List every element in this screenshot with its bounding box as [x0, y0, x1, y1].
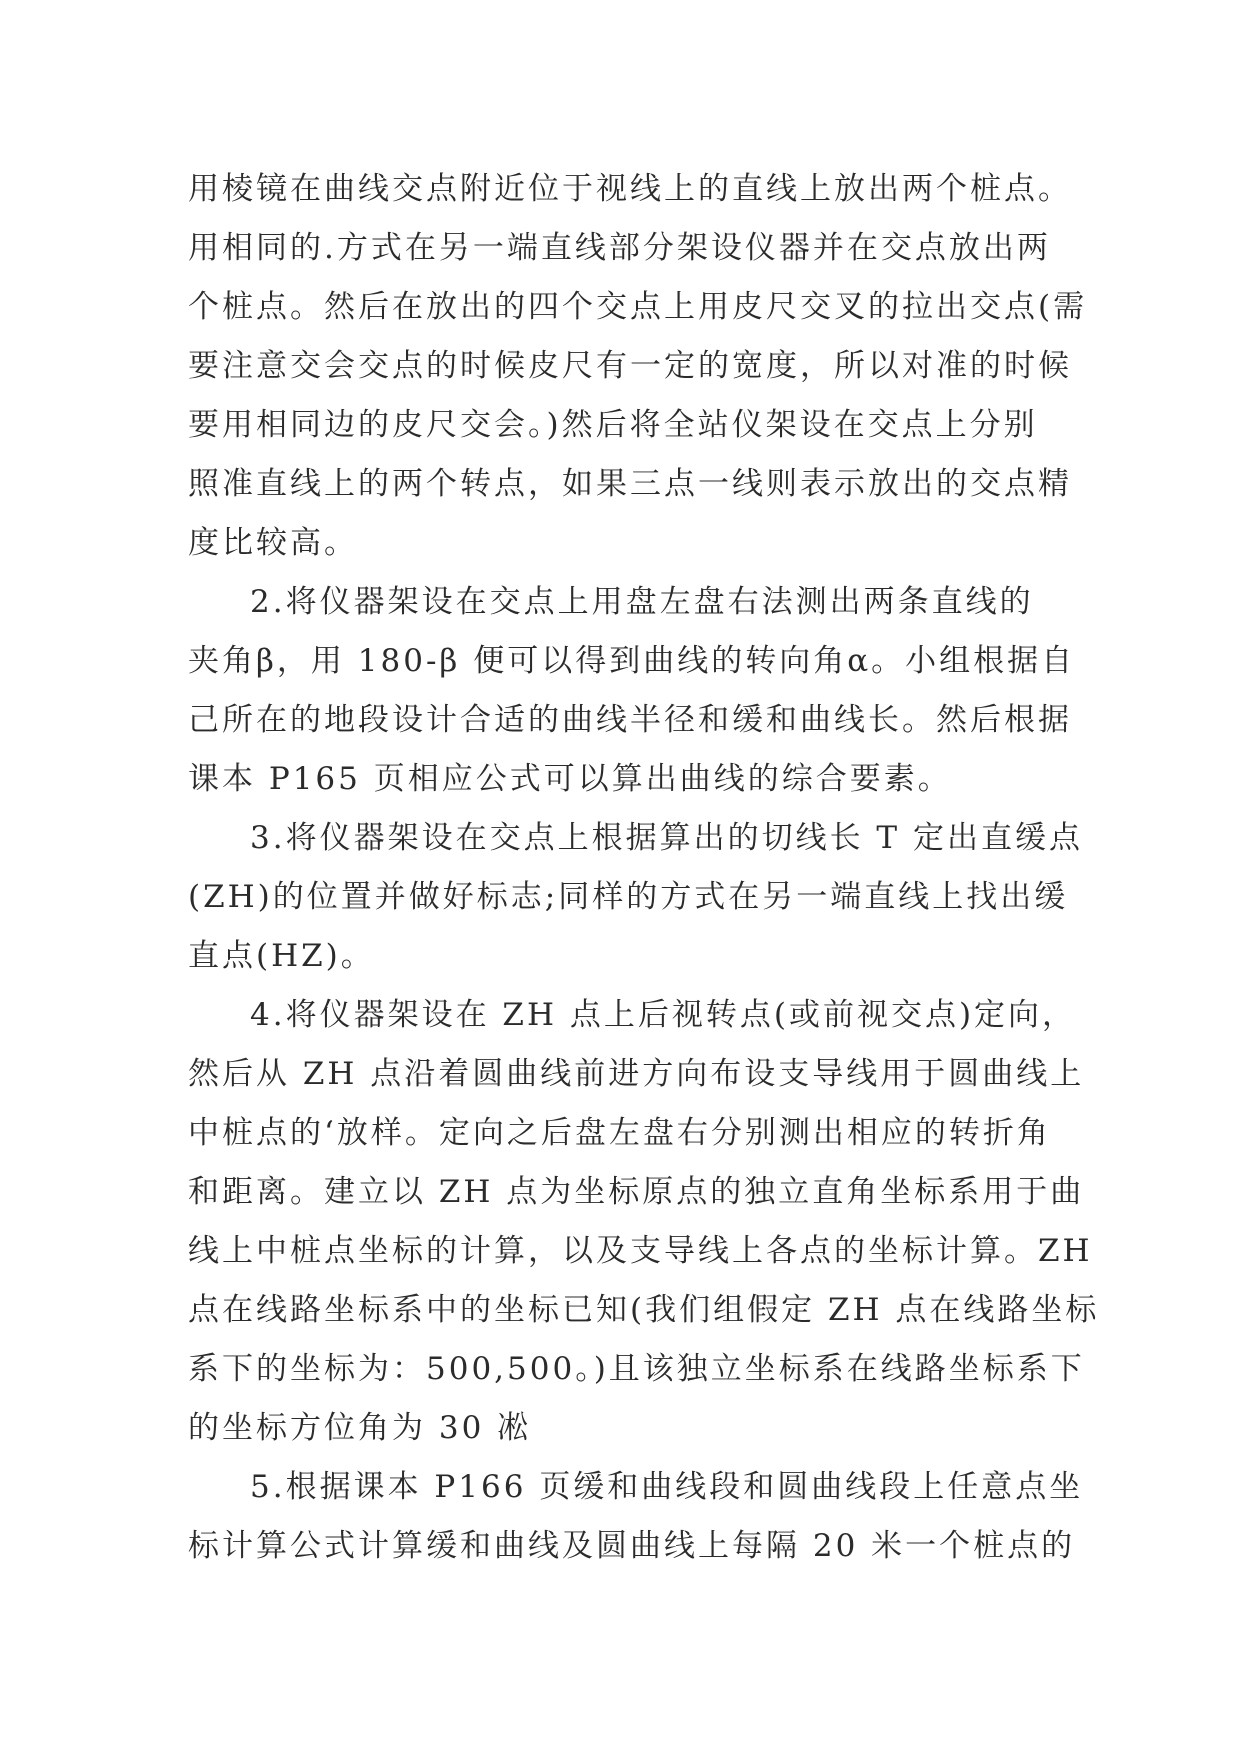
text-line: 要用相同边的皮尺交会。)然后将全站仪架设在交点上分别: [188, 407, 1038, 443]
text-line: 要注意交会交点的时候皮尺有一定的宽度，所以对准的时候: [188, 348, 1072, 384]
text-line: 系下的坐标为：500,500。)且该独立坐标系在线路坐标系下: [188, 1351, 1085, 1387]
text-line: 用相同的.方式在另一端直线部分架设仪器并在交点放出两: [188, 230, 1051, 266]
text-line: 个桩点。然后在放出的四个交点上用皮尺交叉的拉出交点(需: [188, 289, 1088, 325]
document-body: [188, 160, 1100, 1576]
text-line: 点在线路坐标系中的坐标已知(我们组假定 ZH 点在线路坐标: [188, 1292, 1100, 1328]
paragraph-4-start: 4.将仪器架设在 ZH 点上后视转点(或前视交点)定向，: [250, 997, 1077, 1033]
text-line: 和距离。建立以 ZH 点为坐标原点的独立直角坐标系用于曲: [188, 1174, 1085, 1210]
text-line: 夹角β，用 180-β 便可以得到曲线的转向角α。小组根据自: [188, 643, 1076, 679]
paragraph-2-start: 2.将仪器架设在交点上用盘左盘右法测出两条直线的: [250, 584, 1034, 620]
text-line: 线上中桩点坐标的计算，以及支导线上各点的坐标计算。ZH: [188, 1233, 1093, 1269]
text-line: 标计算公式计算缓和曲线及圆曲线上每隔 20 米一个桩点的: [188, 1528, 1076, 1564]
text-line: 课本 P165 页相应公式可以算出曲线的综合要素。: [188, 761, 952, 797]
text-line: 照准直线上的两个转点，如果三点一线则表示放出的交点精: [188, 466, 1072, 502]
text-line: 中桩点的‘放样。定向之后盘左盘右分别测出相应的转折角: [188, 1115, 1051, 1151]
text-line: 的坐标方位角为 30 凇: [188, 1410, 532, 1446]
text-line: 度比较高。: [188, 525, 358, 561]
paragraph-5-start: 5.根据课本 P166 页缓和曲线段和圆曲线段上任意点坐: [250, 1469, 1084, 1505]
paragraph-3-start: 3.将仪器架设在交点上根据算出的切线长 T 定出直缓点: [250, 820, 1083, 856]
text-line: 直点(HZ)。: [188, 938, 375, 974]
text-line: 用棱镜在曲线交点附近位于视线上的直线上放出两个桩点。: [188, 171, 1072, 207]
text-line: (ZH)的位置并做好标志;同样的方式在另一端直线上找出缓: [188, 879, 1069, 915]
text-line: 然后从 ZH 点沿着圆曲线前进方向布设支导线用于圆曲线上: [188, 1056, 1085, 1092]
text-line: 己所在的地段设计合适的曲线半径和缓和曲线长。然后根据: [188, 702, 1072, 738]
